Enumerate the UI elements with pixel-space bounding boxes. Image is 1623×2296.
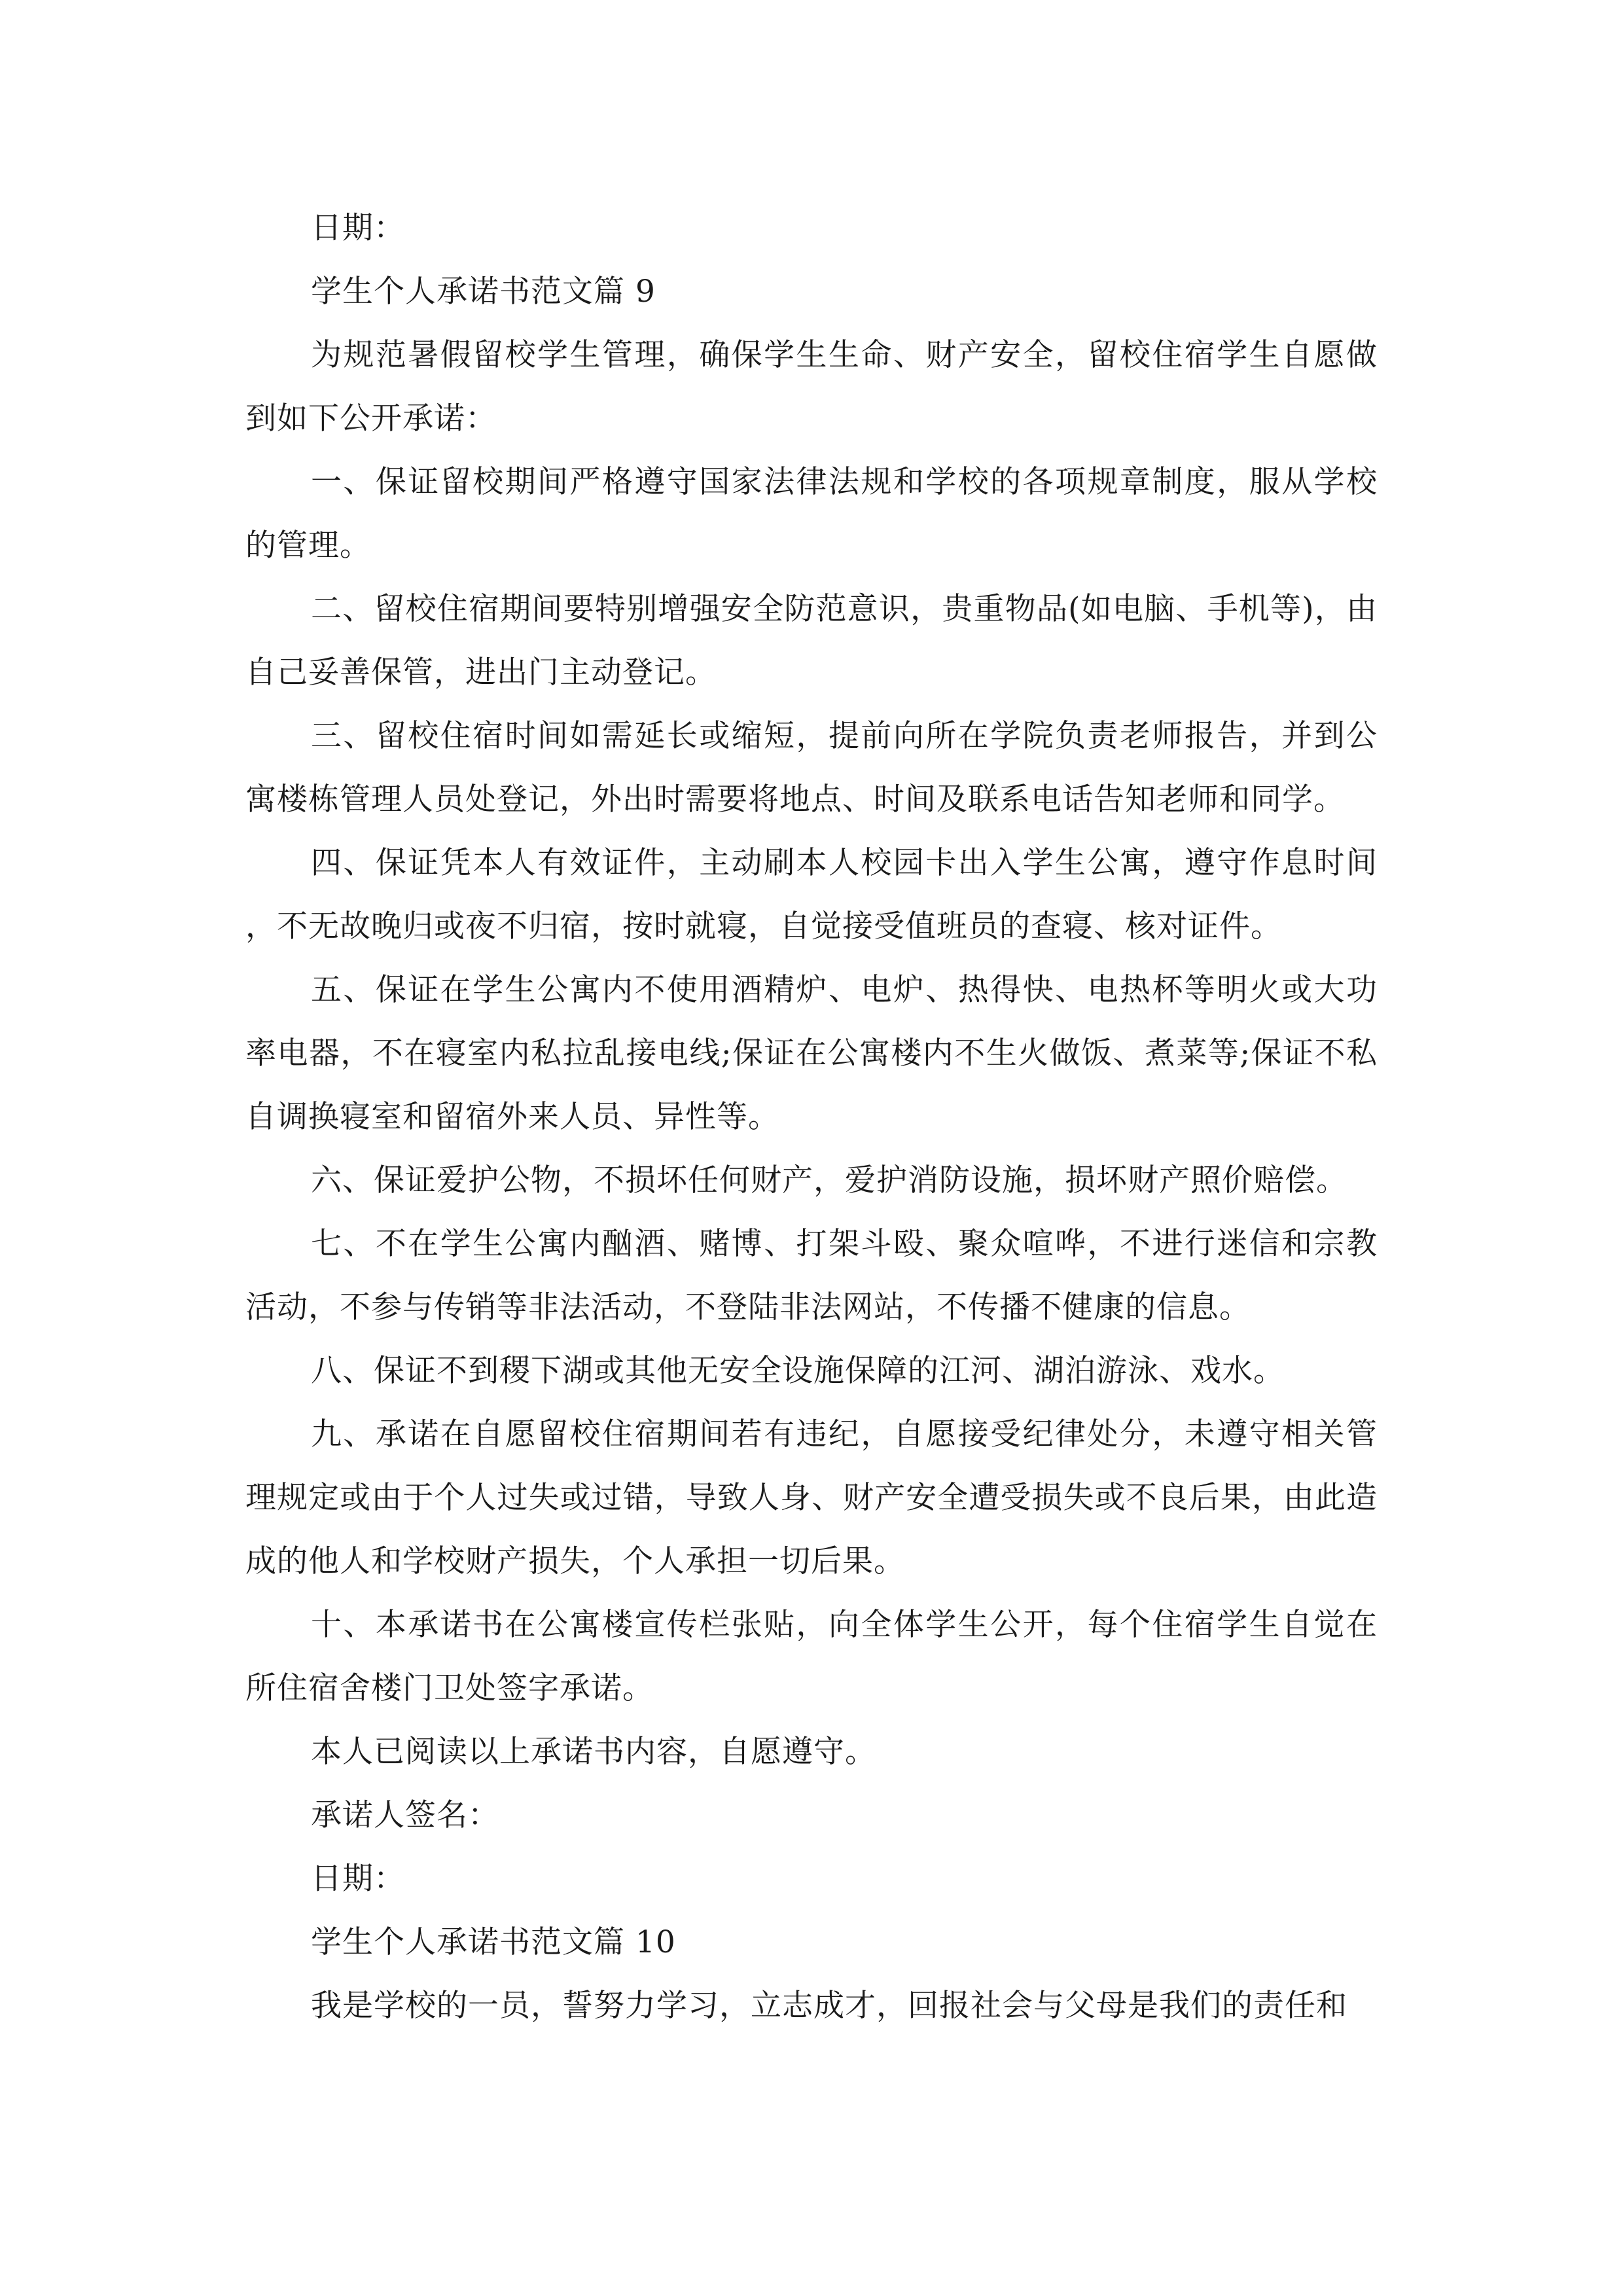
- clause-4: 四、保证凭本人有效证件，主动刷本人校园卡出入学生公寓，遵守作息时间，不无故晚归或夜不归宿，按时就寝，自觉接受值班员的查寝、核对证件。: [245, 845, 1378, 944]
- clause-2: 二、留校住宿期间要特别增强安全防范意识，贵重物品(如电脑、手机等)，由自己妥善保管，进出门主动登记。: [245, 591, 1378, 691]
- section-heading-9: 学生个人承诺书范文篇 9: [311, 274, 656, 310]
- clause-3: 三、留校住宿时间如需延长或缩短，提前向所在学院负责老师报告，并到公寓楼栋管理人员处登记，外出时需要将地点、时间及联系电话告知老师和同学。: [245, 718, 1378, 817]
- section-heading-10: 学生个人承诺书范文篇 10: [311, 1924, 676, 1960]
- clause-10: 十、本承诺书在公寓楼宣传栏张贴，向全体学生公开，每个住宿学生自觉在所住宿舍楼门卫处签字承诺。: [245, 1607, 1378, 1706]
- signature-line: 承诺人签名：: [311, 1797, 499, 1833]
- clause-5: 五、保证在学生公寓内不使用酒精炉、电炉、热得快、电热杯等明火或大功率电器，不在寝室内私拉乱接电线;保证在公寓楼内不生火做饭、煮菜等;保证不私自调换寝室和留宿外来人员、异性等。: [245, 972, 1378, 1135]
- section-10-paragraph: 我是学校的一员，誓努力学习，立志成才，回报社会与父母是我们的责任和: [311, 1988, 1347, 2024]
- intro-paragraph: 为规范暑假留校学生管理，确保学生生命、财产安全，留校住宿学生自愿做到如下公开承诺：: [245, 337, 1378, 437]
- acknowledgement-line: 本人已阅读以上承诺书内容，自愿遵守。: [311, 1734, 876, 1770]
- clause-7: 七、不在学生公寓内酗酒、赌博、打架斗殴、聚众喧哗，不进行迷信和宗教活动，不参与传销等非法活动，不登陆非法网站，不传播不健康的信息。: [245, 1226, 1378, 1325]
- clause-6: 六、保证爱护公物，不损坏任何财产，爱护消防设施，损坏财产照价赔偿。: [311, 1162, 1347, 1198]
- clause-8: 八、保证不到稷下湖或其他无安全设施保障的江河、湖泊游泳、戏水。: [311, 1353, 1285, 1389]
- document-body: [245, 196, 1378, 2037]
- clause-1: 一、保证留校期间严格遵守国家法律法规和学校的各项规章制度，服从学校的管理。: [245, 464, 1378, 564]
- date-line: 日期：: [311, 210, 405, 246]
- date-line-2: 日期：: [311, 1861, 405, 1897]
- clause-9: 九、承诺在自愿留校住宿期间若有违纪，自愿接受纪律处分，未遵守相关管理规定或由于个人过失或过错，导致人身、财产安全遭受损失或不良后果，由此造成的他人和学校财产损失，个人承担一切后果。: [245, 1416, 1378, 1579]
